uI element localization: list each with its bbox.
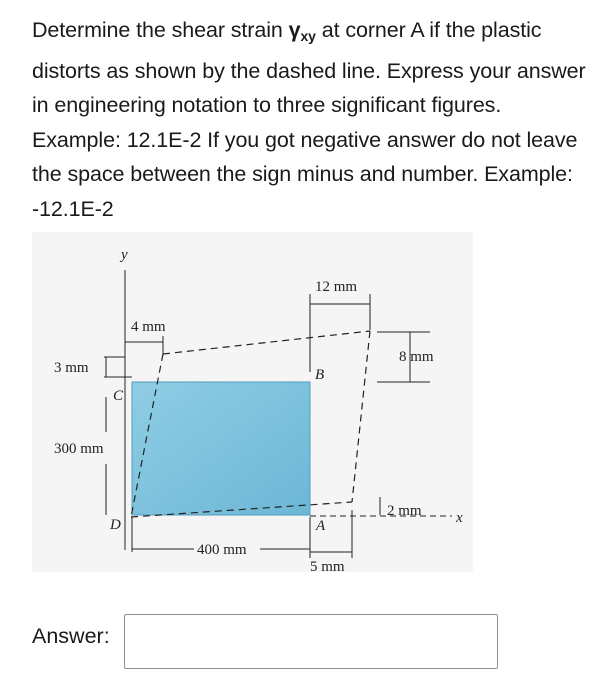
question-part1: Determine the shear strain [32,18,289,42]
plate-original [132,382,310,515]
corner-a-label: A [316,518,326,534]
y-axis-label: y [121,247,128,263]
problem-figure [32,232,473,572]
dim-400-label: 400 mm [197,542,247,558]
dim-2-label: 2 mm [387,503,422,519]
question-part2: at corner A if the plastic distorts as shown by the dashed line. Express your answer in engineering notation to three significant figures. Example: 12.1E-2 If you got negative answer do not leave the space between the sign minus and number. Example: -12.1E-2 [32,18,586,221]
dim-12-label: 12 mm [315,279,358,295]
dim-4-label: 4 mm [131,319,166,335]
gamma-subscript: xy [300,28,316,44]
answer-input[interactable] [124,614,498,669]
x-axis-label: x [456,510,463,526]
dim-5-label: 5 mm [310,559,345,572]
corner-b-label: B [315,367,325,383]
dim-300-label: 300 mm [54,441,104,457]
strain-diagram [32,232,473,572]
corner-d-label: D [110,517,121,533]
answer-label: Answer: [32,624,110,648]
question-text [32,13,592,226]
deformed-right-edge [352,331,370,502]
deformed-top-edge [163,331,370,354]
corner-c-label: C [113,388,124,404]
dim-8-label: 8 mm [399,349,434,365]
dim-3-label: 3 mm [54,360,89,376]
gamma-symbol: γ [288,18,301,42]
